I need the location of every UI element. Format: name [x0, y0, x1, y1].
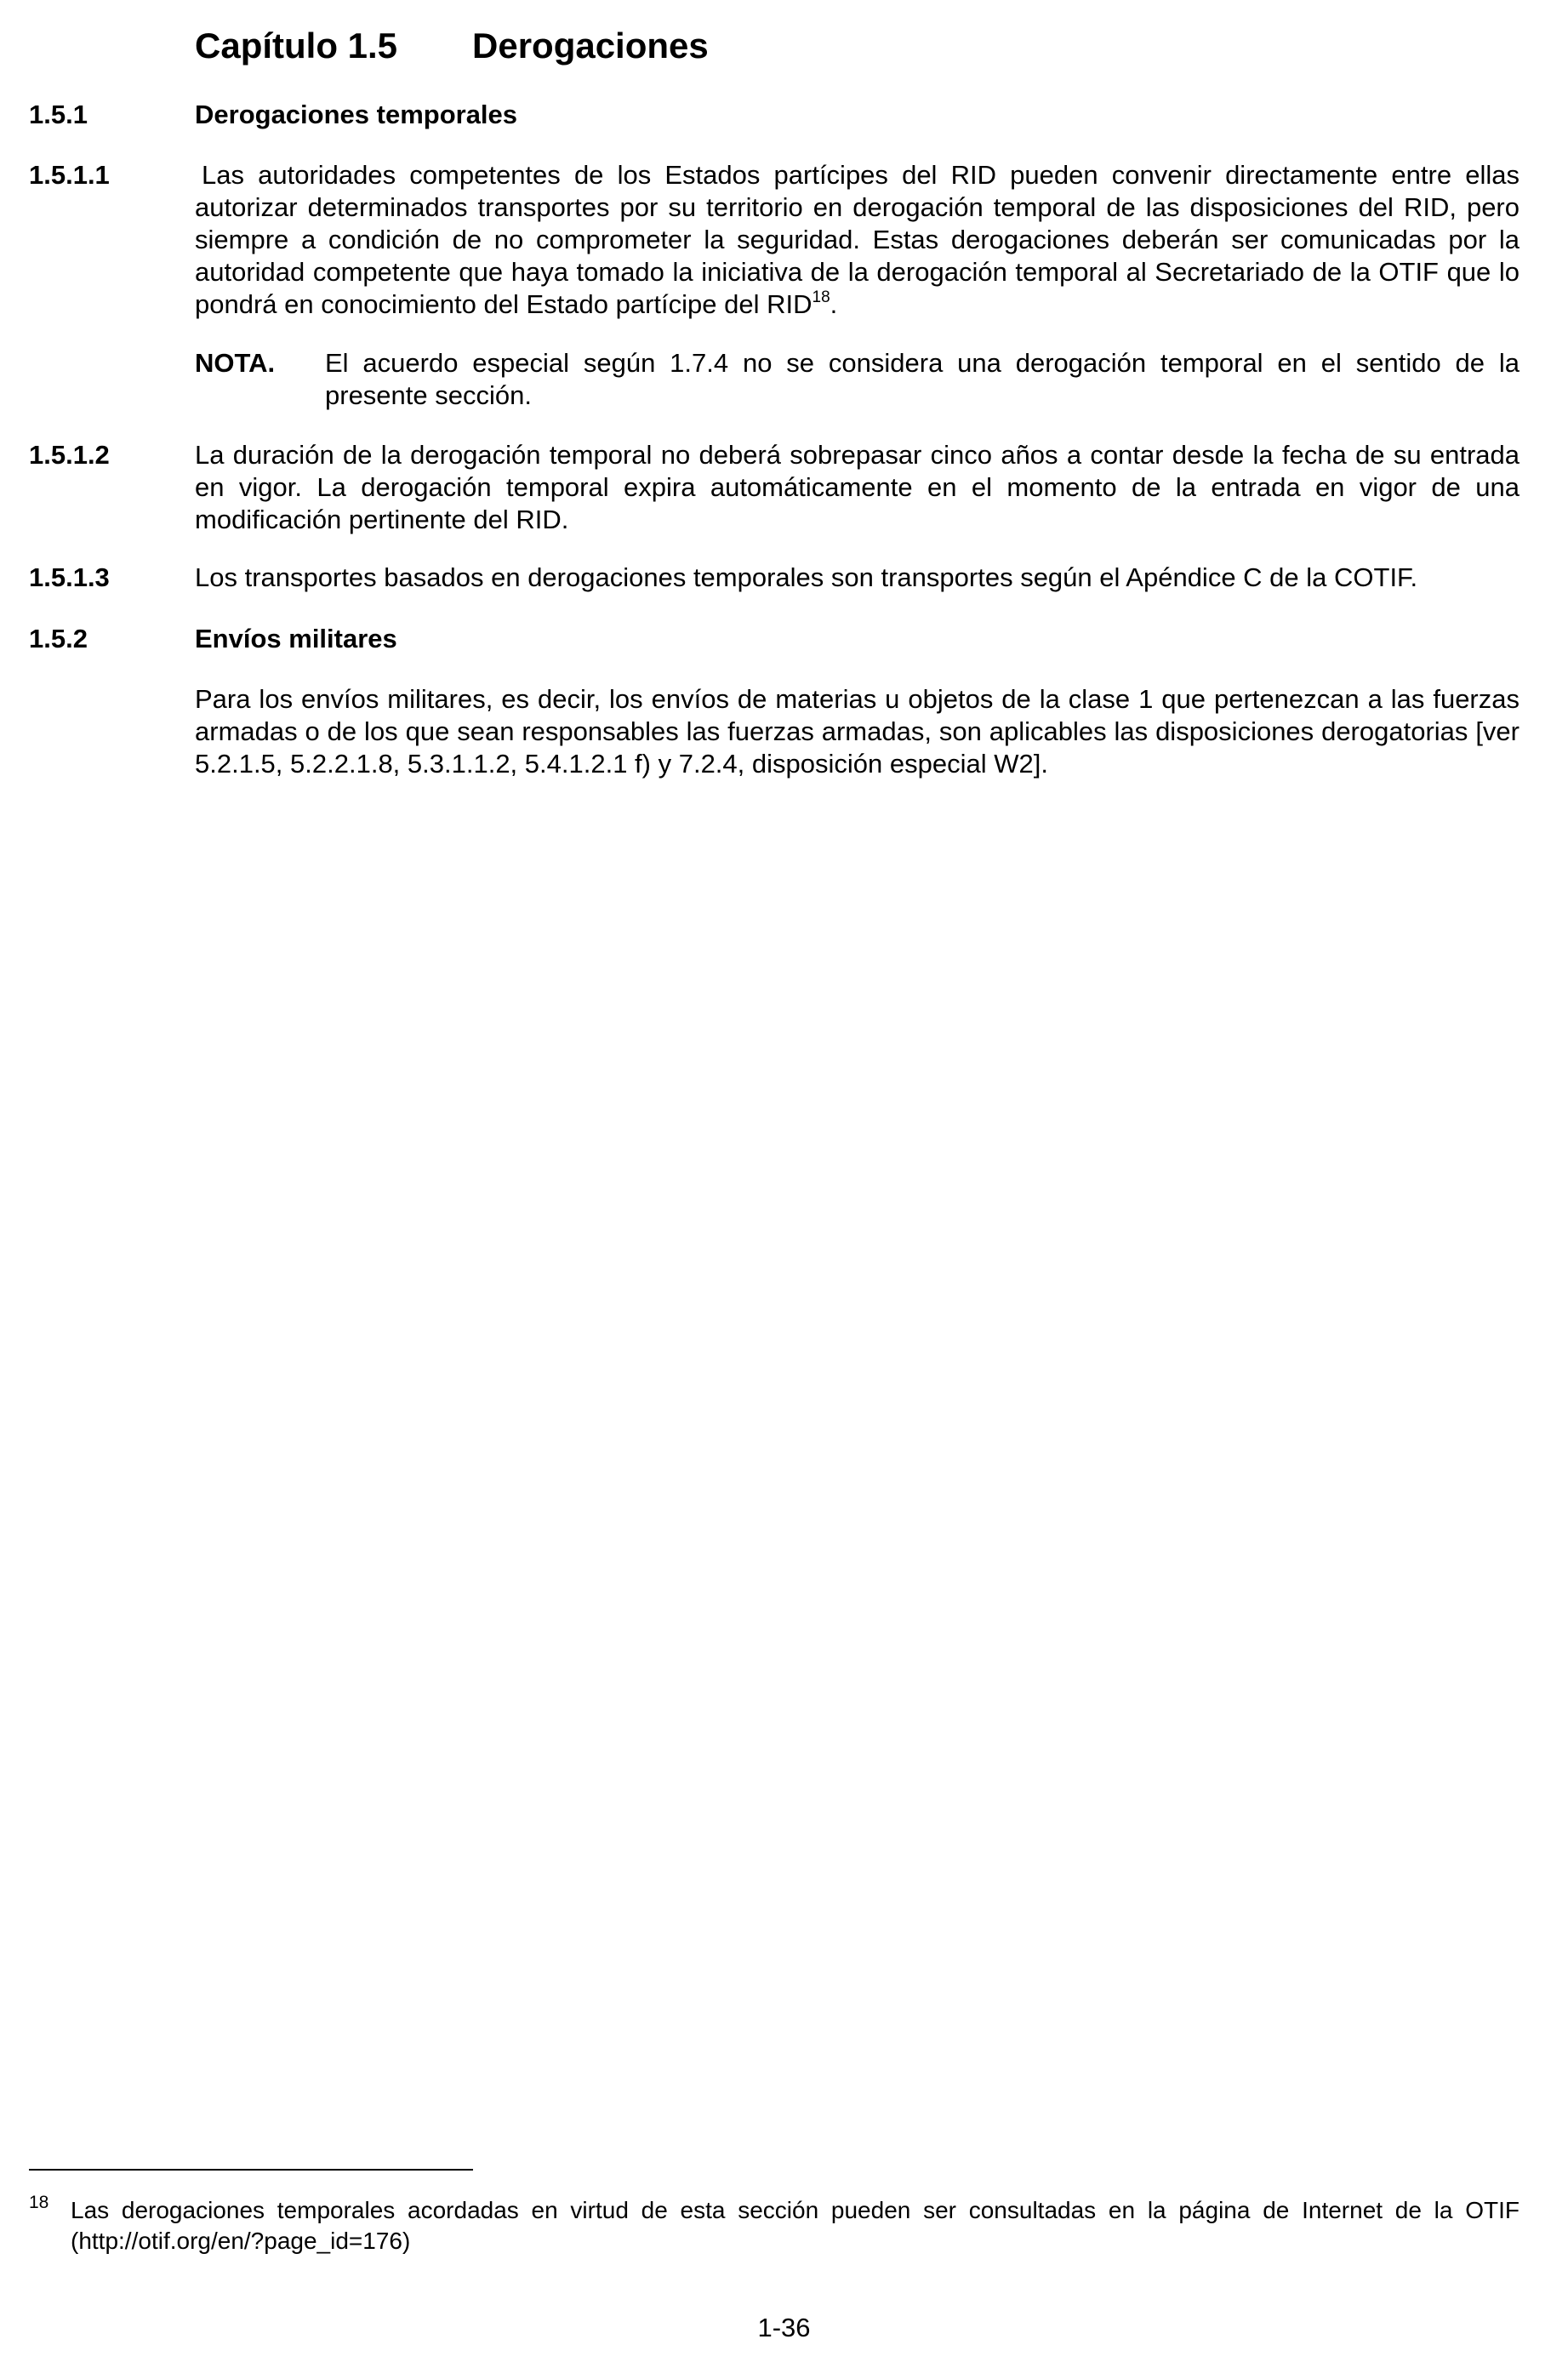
section-number: 1.5.1 — [29, 100, 88, 129]
section-1-5-1-1-text — [195, 159, 1520, 321]
nota-text: El acuerdo especial según 1.7.4 no se considera una derogación temporal en el sentido de la presente sección. — [325, 348, 1520, 410]
footnote-number: 18 — [29, 2193, 49, 2212]
section-title: Envíos militares — [195, 624, 397, 653]
section-1-5-1-2-text: La duración de la derogación temporal no deberá sobrepasar cinco años a contar desde la fecha de su entrada en vigor. La derogación temporal expira automáticamente en el momento de la entrada en vigor de una modificación pertinente del RID. — [195, 440, 1520, 534]
nota-label: NOTA. — [195, 348, 276, 378]
section-number: 1.5.1.2 — [29, 440, 110, 470]
section-1-5-2-text: Para los envíos militares, es decir, los envíos de materias u objetos de la clase 1 que pertenezcan a las fuerzas armadas o de los que sean responsables las fuerzas armadas, son aplicables las disposiciones derogatorias [ver 5.2.1.5, 5.2.2.1.8, 5.3.1.1.2, 5.4.1.2.1 f) y 7.2.4, disposición especial W2]. — [195, 684, 1520, 779]
footnote-separator — [29, 2169, 473, 2171]
paragraph-end: . — [830, 289, 838, 319]
page-number: 1-36 — [757, 2313, 811, 2342]
chapter-title — [195, 26, 709, 66]
section-title: Derogaciones temporales — [195, 100, 518, 129]
footnote-reference[interactable]: 18 — [812, 288, 830, 306]
section-number: 1.5.1.1 — [29, 160, 110, 190]
paragraph-body: Las autoridades competentes de los Estados partícipes del RID pueden convenir directamente entre ellas autorizar determinados transportes por su territorio en derogación temporal de las disposiciones del RID, pero siempre a condición de no comprometer la seguridad. Estas derogaciones deberán ser comunicadas por la autoridad competente que haya tomado la iniciativa de la derogación temporal al Secretariado de la OTIF que lo pondrá en conocimiento del Estado partícipe del RID — [195, 160, 1520, 319]
chapter-name: Derogaciones — [472, 26, 709, 66]
chapter-label: Capítulo 1.5 — [195, 26, 398, 66]
section-1-5-1-3-text: Los transportes basados en derogaciones temporales son transportes según el Apéndice C de la COTIF. — [195, 562, 1418, 592]
section-number: 1.5.2 — [29, 624, 88, 653]
footnote-text: Las derogaciones temporales acordadas en virtud de esta sección pueden ser consultadas en la página de Internet de la OTIF (http://otif.org/en/?page_id=176) — [71, 2197, 1520, 2254]
section-number: 1.5.1.3 — [29, 562, 110, 592]
